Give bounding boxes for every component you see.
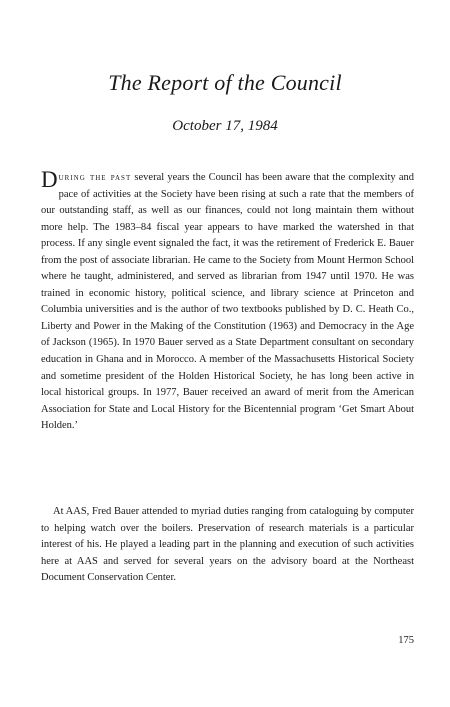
drop-cap: D	[41, 167, 58, 192]
paragraph-1	[41, 167, 415, 435]
report-date: October 17, 1984	[172, 118, 278, 134]
page-title: The Report of the Council	[108, 70, 342, 95]
page-number: 175	[398, 635, 414, 646]
lead-small-caps: uring the past	[58, 172, 132, 183]
paragraph-1-body: several years the Council has been aware that the complexity and pace of activities at the Society have been rising at such a rate that the members of our outstanding staff, as well as our finances, could not long maintain them without more help. The 1983–84 fiscal year appears to have marked the watershed in that process. If any single event signaled the fact, it was the retirement of Frederick E. Bauer from the post of associate librarian. He came to the Society from Mount Hermon School where he taught, administered, and served as librarian from 1947 until 1970. He was trained in economic history, political science, and library science at Princeton and Columbia universities and is the author of two textbooks published by D. C. Heath Co., Liberty and Power in the Making of the Constitution (1963) and Democracy in the Age of Jackson (1965). In 1970 Bauer served as a State Department consultant on secondary education in Ghana and in Morocco. A member of the Massachusetts Historical Society and sometime president of the Holden Historical Society, he has long been active in local historical groups. In 1977, Bauer received an award of merit from the American Association for State and Local History for the Bicentennial program ‘Get Smart About Holden.’	[41, 172, 415, 432]
paragraph-2: At AAS, Fred Bauer attended to myriad duties ranging from cataloguing by computer to helping watch over the boilers. Preservation of research materials is a particular interest of his. He played a leading part in the planning and execution of such activities here at AAS and served for several years on the advisory board at the Northeast Document Conservation Center.	[41, 506, 414, 584]
